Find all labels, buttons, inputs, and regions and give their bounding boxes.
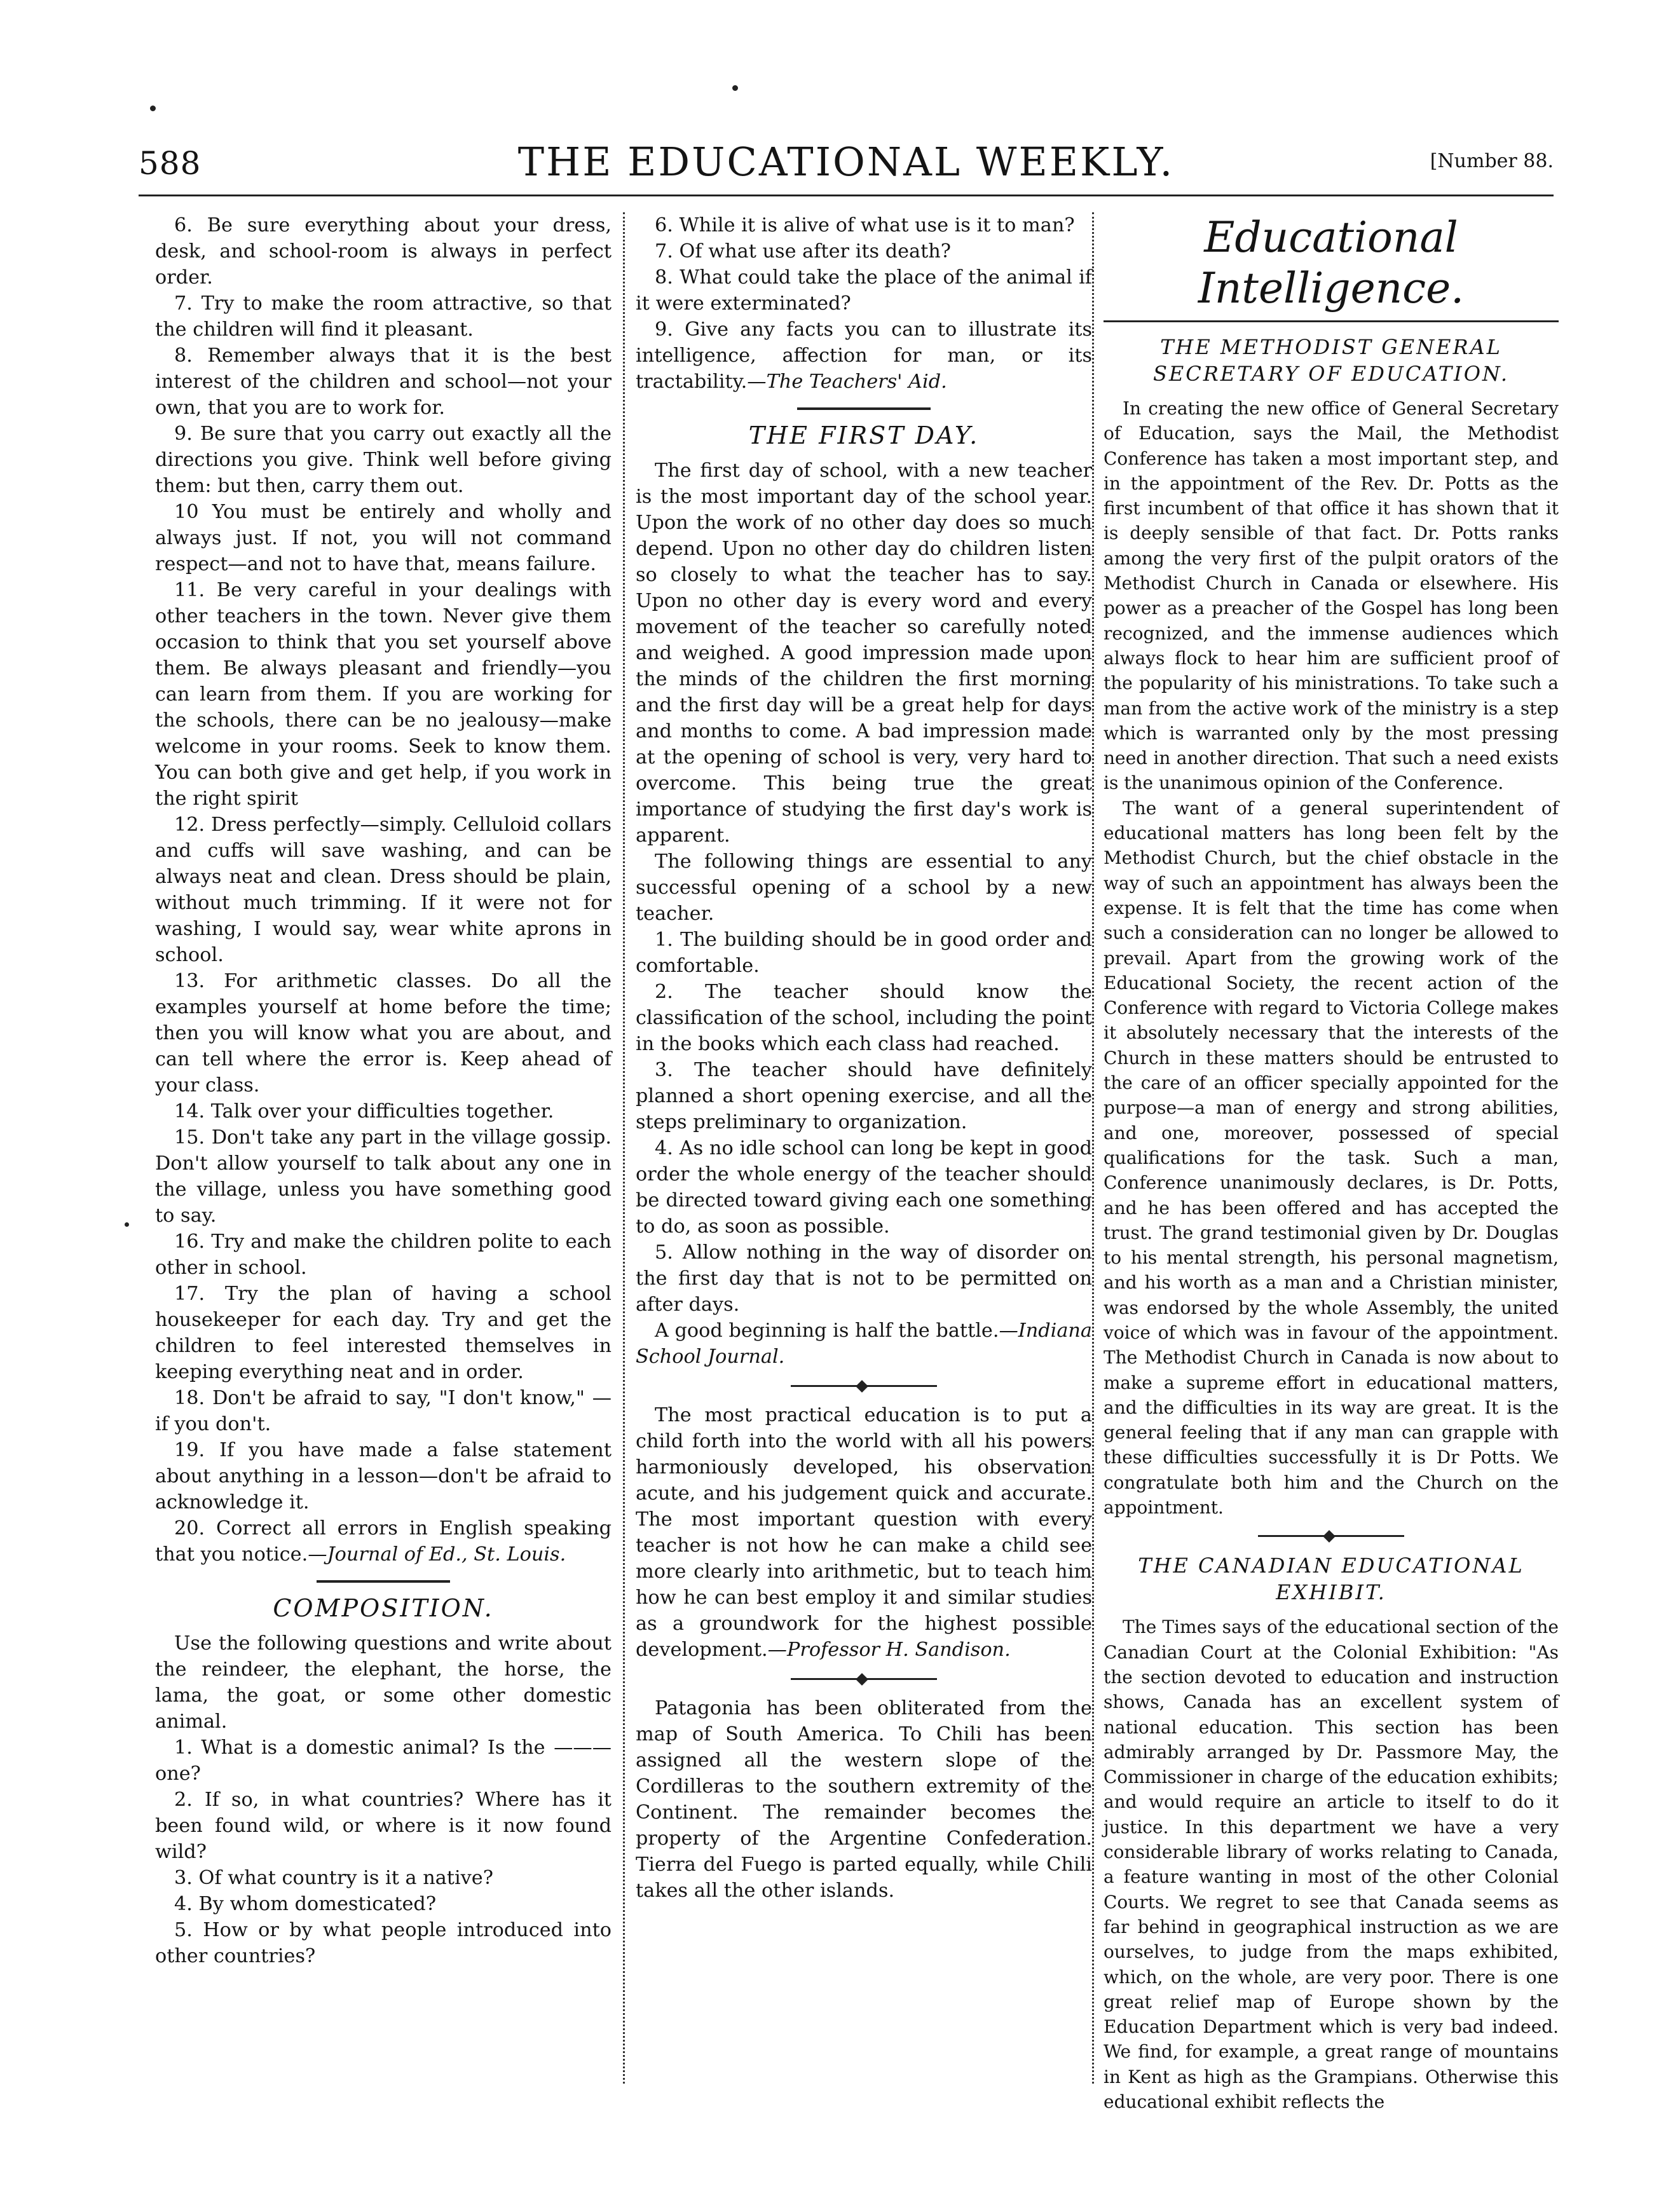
question-item: 8. What could take the place of the animal if it were exterminated? <box>636 266 1092 315</box>
header-rule <box>139 195 1554 196</box>
section-heading: Educational Intelligence. <box>1104 212 1559 322</box>
question-item: 3. Of what country is it a native? <box>174 1867 493 1889</box>
list-item: 1. The building should be in good order and comfortable. <box>636 929 1092 977</box>
question-item: 6. While it is alive of what use is it to man? <box>655 214 1075 236</box>
question-item <box>636 317 1092 395</box>
paragraph: The Times says of the educational section of the Canadian Court at the Colonial Exhibition: "As the section devoted to education and instruction shows, Canada has an excellent system of national education. This section has been admirably arranged by Dr. Passmore May, the Commissioner in charge of the education exhibits; and would require an article to itself to do it justice. In this department we have a very considerable library of works relating to Canada, a feature wanting in most of the other Colonial Courts. We regret to see that Canada seems as far behind in geographical instruction as we are ourselves, to judge from the maps exhibited, which, on the whole, are very poor. There is one great relief map of Europe shown by the Education Department which is very bad indeed. We find, for example, a great range of mountains in Kent as high as the Grampians. Otherwise this educational exhibit reflects the <box>1104 1616 1559 2112</box>
column-3 <box>1104 212 1559 2114</box>
list-item: 10 You must be entirely and wholly and always just. If not, you will not command respect—and not to have that, means failure. <box>155 501 612 575</box>
question-item: 5. How or by what people introduced into other countries? <box>155 1919 612 1967</box>
composition-intro: Use the following questions and write about the reindeer, the elephant, the horse, the lama, the goat, or some other domestic animal. <box>155 1632 612 1733</box>
list-item: 13. For arithmetic classes. Do all the examples yourself at home before the time; then you will know what you are about, and can tell where the error is. Keep ahead of your class. <box>155 970 612 1096</box>
list-item: 16. Try and make the children polite to each other in school. <box>155 1231 612 1279</box>
closing-line: A good beginning is half the battle. <box>655 1320 999 1342</box>
list-item: 15. Don't take any part in the village gossip. Don't allow yourself to talk about any one in the village, unless you have something good to say. <box>155 1126 612 1227</box>
source-attribution: —Journal of Ed., St. Louis. <box>308 1543 566 1566</box>
list-item: 9. Be sure that you carry out exactly all the directions you give. Think well before giving them: but then, carry them out. <box>155 423 612 497</box>
column-1 <box>155 212 612 1969</box>
list-item: 4. As no idle school can long be kept in good order the whole energy of the teacher should be directed toward giving each one something to do, as soon as possible. <box>636 1137 1092 1238</box>
column-divider <box>1092 212 1094 2084</box>
question-item: 4. By whom domesticated? <box>174 1893 437 1915</box>
list-item: 6. Be sure everything about your dress, desk, and school-room is always in perfect order. <box>155 214 612 289</box>
page-number: 588 <box>139 145 202 182</box>
list-item-text: 20. Correct all errors in English speaking that you notice. <box>155 1517 612 1566</box>
numbered-advice-list <box>155 212 612 1567</box>
practical-text: The most practical education is to put a child forth into the world with all his powers harmoniously developed, his observation acute, and his judgement quick and accurate. The most important question with every teacher is not how he can make a child see more clearly into arithmetic, but to teach him how he can best employ it and similar studies as a groundwork for the highest possible development. <box>636 1404 1092 1661</box>
paragraph: In creating the new office of General Secretary of Education, says the Mail, the Methodist Conference has taken a most important step, and in the appointment of the Rev. Dr. Potts as the first incumbent of that office it has shown that it is deeply sensible of that fact. Dr. Potts ranks among the very first of the pulpit orators of the Methodist Church in Canada or elsewhere. His power as a preacher of the Gospel has long been recognized, and the immense audiences which always flock to hear him are sufficient proof of the popularity of his ministrations. To take such a man from the active work of the ministry is a step which is warranted only by the most pressing need in another direction. That such a need exists is the unanimous opinion of the Conference. <box>1104 398 1559 794</box>
list-item: 2. The teacher should know the classification of the school, including the point in the books which each class had reached. <box>636 981 1092 1055</box>
list-item: 12. Dress perfectly—simply. Celluloid collars and cuffs will save washing, and can be always neat and clean. Dress should be plain, without much trimming. If it were not for washing, I would say, wear white aprons in school. <box>155 814 612 966</box>
paragraph: The want of a general superintendent of educational matters has long been felt by the Methodist Church, but the chief obstacle in the way of such an appointment has always been the expense. It is felt that the time has come when such a consideration can no longer be allowed to prevail. Apart from the growing work of the Educational Society, the recent action of the Conference with regard to Victoria College makes it absolutely necessary that the interests of the Church in these matters should be entrusted to the care of an officer specially appointed for the purpose—a man of energy and strong abilities, and one, moreover, possessed of special qualifications for the task. Such a man, Conference unanimously declares, is Dr. Potts, and he has been offered and has accepted the trust. The grand testimonial given by Dr. Douglas to his mental strength, his personal magnetism, and his worth as a man and a Christian minister, was endorsed by the whole Assembly, the united voice of which was in favour of the appointment. The Methodist Church in Canada is now about to make a supreme effort in educational matters, and the difficulties in its way are great. It is the general feeling that if any man can grapple with these difficulties successfully it is Dr Potts. We congratulate both him and the Church on the appointment. <box>1104 797 1559 1519</box>
paragraph <box>636 1402 1092 1663</box>
issue-number: [Number 88. <box>1430 150 1554 172</box>
ornamental-divider <box>791 1385 937 1387</box>
paragraph: The following things are essential to any successful opening of a school by a new teacher. <box>636 850 1092 925</box>
list-item: 5. Allow nothing in the way of disorder on the first day that is not to be permitted on after days. <box>636 1241 1092 1316</box>
list-item: 8. Remember always that it is the best interest of the children and school—not your own, that you are to work for. <box>155 345 612 419</box>
column-2 <box>636 212 1092 1904</box>
print-speck <box>125 1222 129 1227</box>
source-attribution: —Professor H. Sandison. <box>767 1639 1011 1661</box>
list-item: 17. Try the plan of having a school housekeeper for each day. Try and get the children to feel interested themselves in keeping everything neat and in order. <box>155 1283 612 1383</box>
column-divider <box>623 212 625 2084</box>
list-item: 18. Don't be afraid to say, "I don't know," —if you don't. <box>155 1387 612 1435</box>
list-item: 7. Try to make the room attractive, so that the children will find it pleasant. <box>155 292 612 341</box>
source-attribution: —Indiana School Journal. <box>636 1320 1092 1368</box>
paragraph: The first day of school, with a new teacher is the most important day of the school year. Upon the work of no other day does so much depend. Upon no other day do children listen so closely to what the teacher has to say. Upon no other day is every word and every movement of the teacher so carefully noted and weighed. A good impression made upon the minds of the children the first morning and the first day will be a great help for days and months to come. A bad impression made at the opening of school is very, very hard to overcome. This being true the great importance of studying the first day's work is apparent. <box>636 460 1092 847</box>
print-speck <box>150 106 156 111</box>
exhibit-title: THE CANADIAN EDUCATIONAL EXHIBIT. <box>1138 1553 1524 1605</box>
question-item: 7. Of what use after its death? <box>655 240 952 263</box>
page-header <box>139 139 1554 183</box>
question-text: 9. Give any facts you can to illustrate its intelligence, affection for man, or its tractability. <box>636 318 1092 393</box>
paragraph: Patagonia has been obliterated from the map of South America. To Chili has been assigned all the western slope of the Cordilleras to the southern extremity of the Continent. The remainder becomes the property of the Argentine Confederation. Tierra del Fuego is parted equally, while Chili takes all the other islands. <box>636 1697 1092 1902</box>
list-item: 11. Be very careful in your dealings with other teachers in the town. Never give them occasion to think that you set yourself above them. Be always pleasant and friendly—you can learn from them. If you are working for the schools, there can be no jealousy—make welcome in your rooms. Seek to know them. You can both give and get help, if you work in the right spirit <box>155 579 612 810</box>
ornamental-divider <box>791 1678 937 1680</box>
print-speck <box>732 85 738 91</box>
journal-title: THE EDUCATIONAL WEEKLY. <box>517 139 1175 185</box>
composition-title: COMPOSITION. <box>273 1594 494 1622</box>
section-divider <box>797 407 931 410</box>
question-item: 1. What is a domestic animal? Is the ——— one? <box>155 1737 612 1785</box>
first-day-title: THE FIRST DAY. <box>748 421 980 449</box>
list-item: 14. Talk over your difficulties together. <box>174 1100 554 1123</box>
section-divider <box>317 1580 450 1583</box>
list-item <box>155 1515 612 1567</box>
source-attribution: —The Teachers' Aid. <box>747 371 947 393</box>
list-item: 3. The teacher should have definitely planned a short opening exercise, and all the steps preliminary to organization. <box>636 1059 1092 1133</box>
methodist-title: THE METHODIST GENERAL SECRETARY OF EDUCATION. <box>1152 335 1510 386</box>
question-item: 2. If so, in what countries? Where has it been found wild, or where is it now found wild? <box>155 1789 612 1863</box>
ornamental-divider <box>1258 1535 1404 1537</box>
list-item: 19. If you have made a false statement about anything in a lesson—don't be afraid to acknowledge it. <box>155 1439 612 1513</box>
paragraph <box>636 1318 1092 1370</box>
